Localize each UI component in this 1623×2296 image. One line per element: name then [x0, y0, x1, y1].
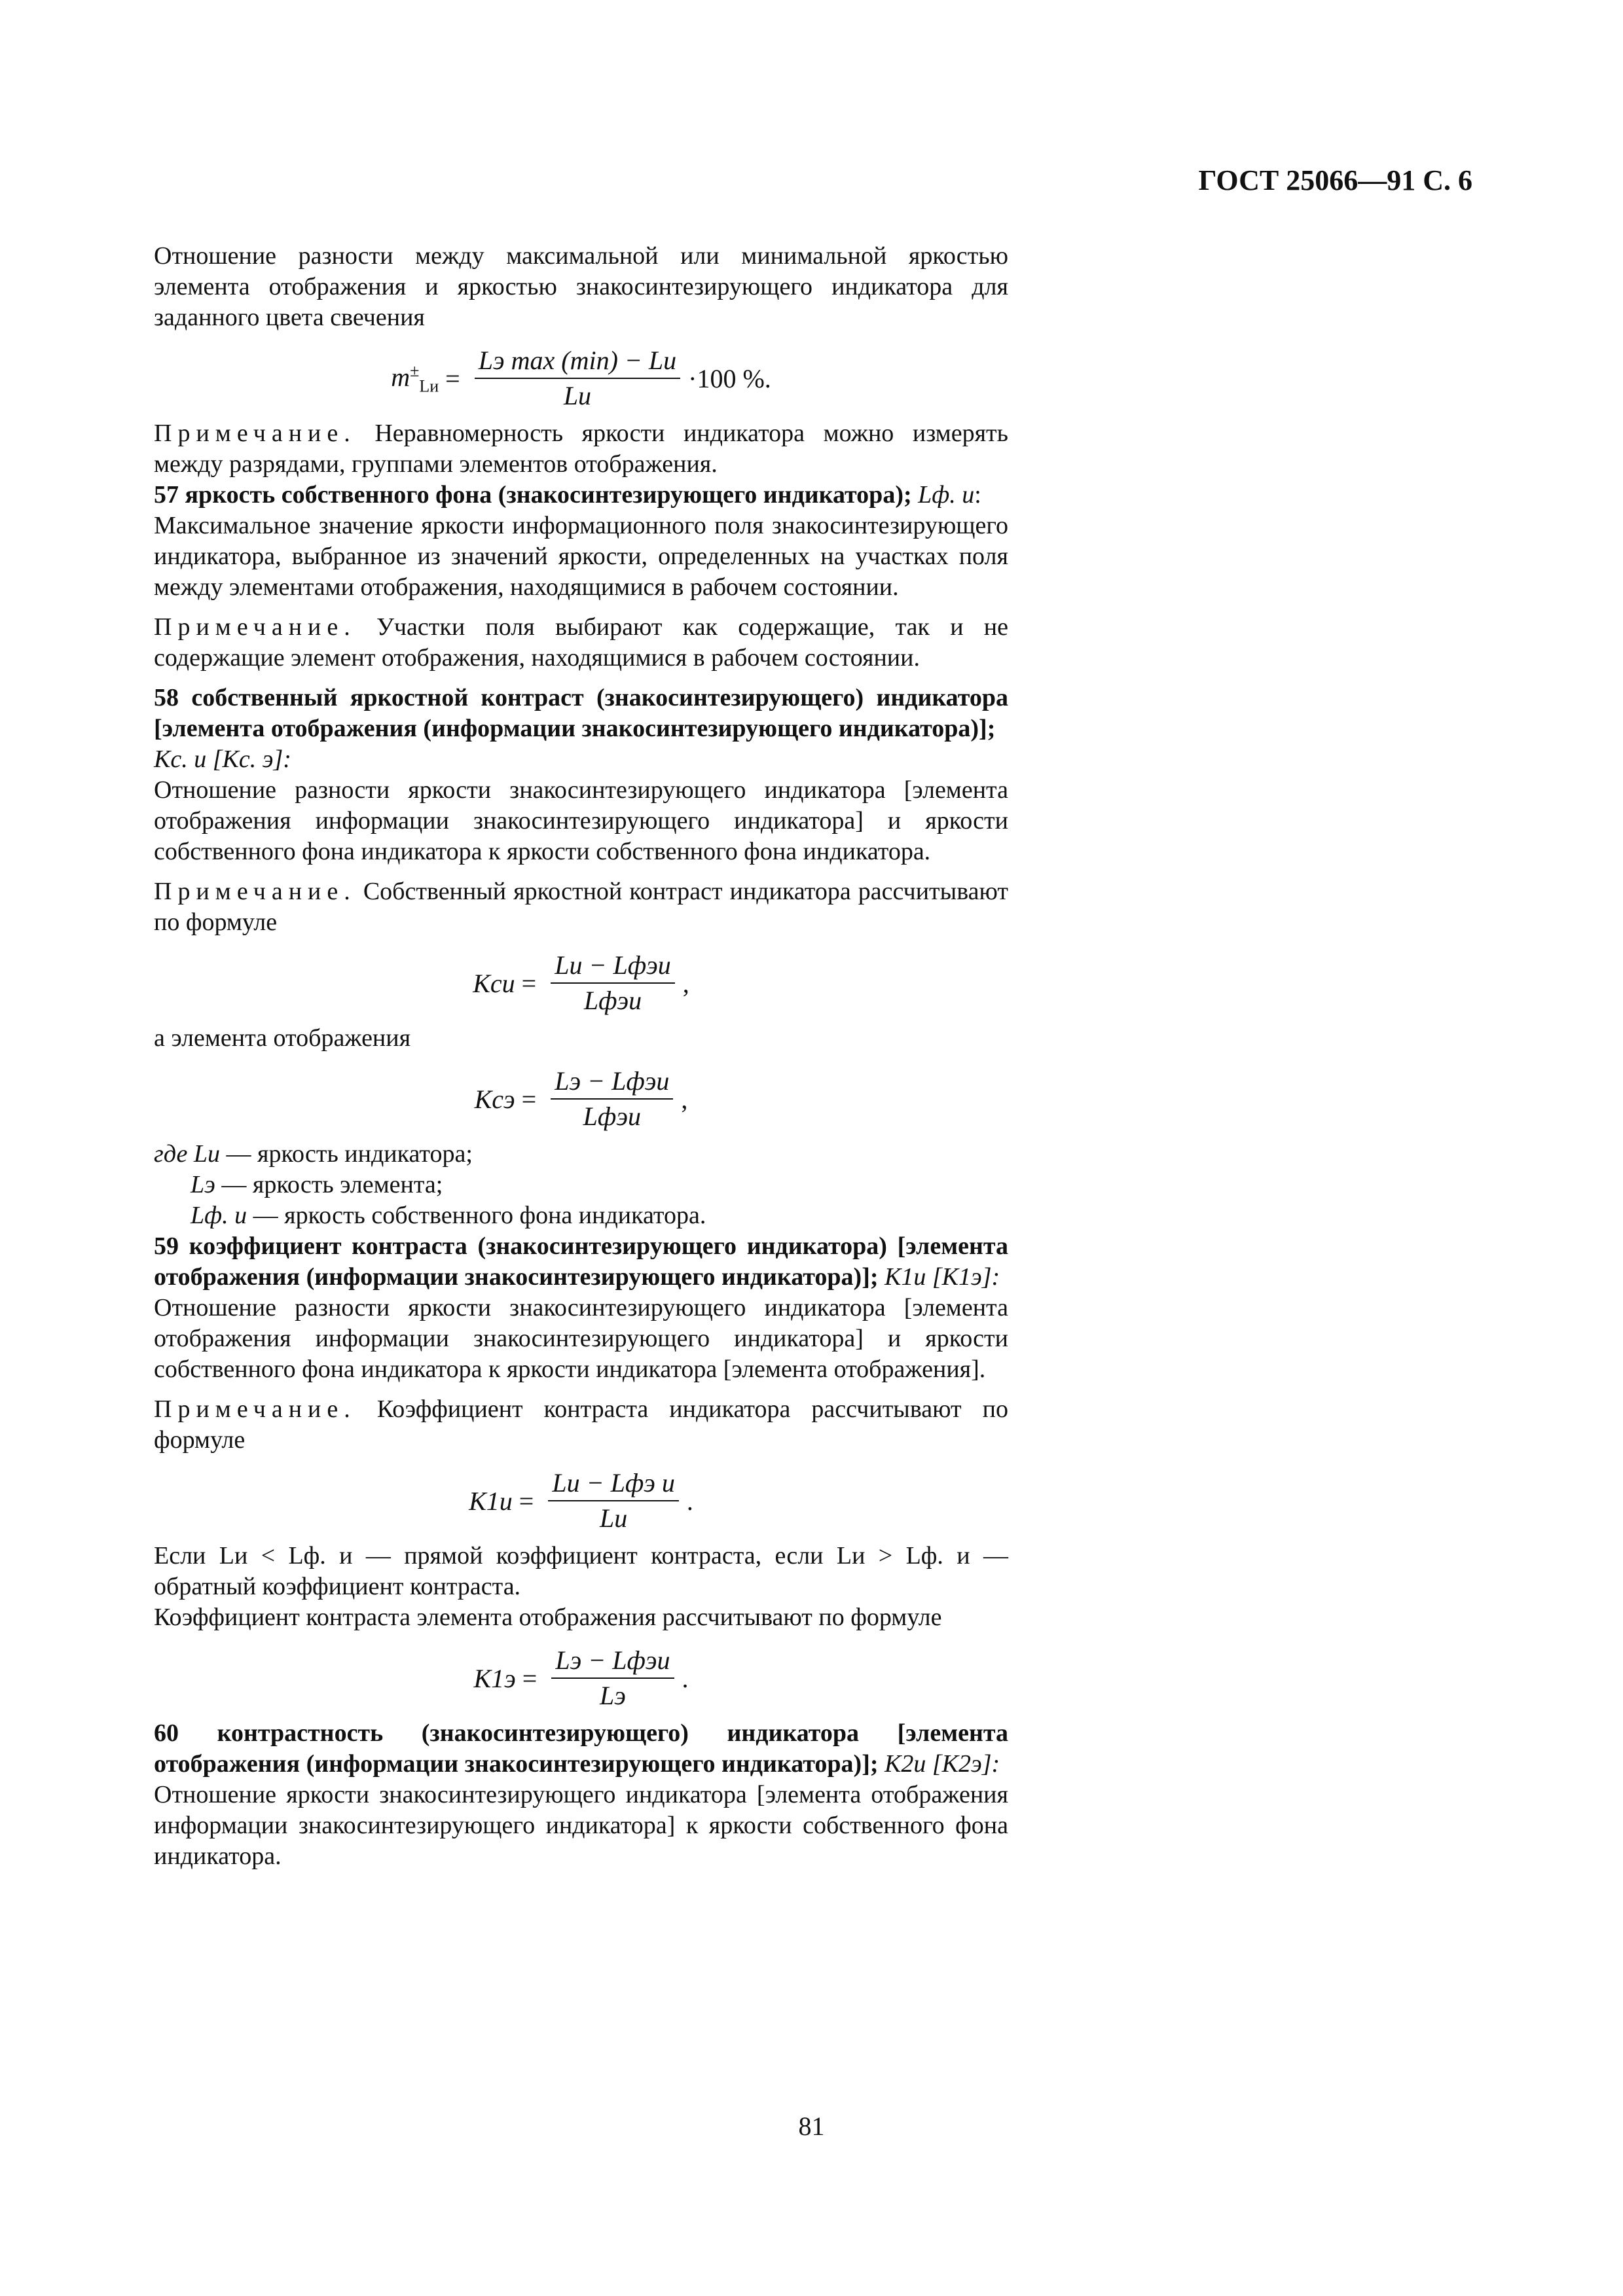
note-2: Примечание. Участки поля выбирают как содержащие, так и не содержащие элемент отображения, находящимися в рабочем состоянии.	[154, 613, 1008, 672]
formula-lhs: $m^\pm_{Lи}$	[391, 361, 439, 396]
element-label: а элемента отображения	[154, 1024, 411, 1052]
ratio-paragraph: Отношение разности между максимальной или минимальной яркостью элемента отображения и яркостью знакосинтезирующего индикатора для заданного цвета свечения	[154, 242, 1008, 331]
term-60: 60 контрастность (знакосинтезирующего) индикатора [элемента отображения (информации знакосинтезирующего индикатора)]; K2и [K2э]:	[154, 1719, 1008, 1778]
formula-numerator: Lэ − Lфэи	[551, 1646, 674, 1679]
term-57: 57 яркость собственного фона (знакосинтезирующего индикатора); Lф. и:	[154, 481, 981, 509]
term-57-definition: Максимальное значение яркости информационного поля знакосинтезирующего индикатора, выбранное из значений яркости, определенных на участках поля между элементами отображения, находящимися в рабочем состоянии.	[154, 512, 1008, 601]
note-label: Примечание.	[154, 420, 356, 447]
formula-ksi: Kси = $\frac{\text{Lи − Lфэи}}{\text{Lфэи}}$ ,	[473, 950, 689, 1015]
where-line: где Lи — яркость индикатора;	[154, 1140, 473, 1168]
formula-tail: ·100 %.	[688, 363, 771, 393]
where-line: Lэ — яркость элемента;	[191, 1171, 443, 1198]
term-58-definition: Отношение разности яркости знакосинтезирующего индикатора [элемента отображения информации знакосинтезирующего индикатора] и яркости собственного фона индикатора к яркости собственного фона индикатора.	[154, 776, 1008, 865]
formula-kse: Kсэ = $\frac{\text{Lэ − Lфэи}}{\text{Lфэи}}$ ,	[474, 1066, 688, 1131]
formula-numerator: Lэ max (min) − Lи	[475, 346, 680, 379]
contrast-condition: Если Lи < Lф. и — прямой коэффициент контраста, если Lи > Lф. и — обратный коэффициент контраста.	[154, 1542, 1008, 1600]
term-58-symbol: Kс. и [Kс. э]:	[154, 745, 291, 773]
formula-nonuniformity: $m^\pm_{Lи}$ = $\frac{\text{Lэ max (min) − Lи}}{Lи}$ ·100 %.	[391, 346, 771, 410]
note-label: Примечание.	[154, 1395, 356, 1423]
formula-denominator: Lи	[600, 1503, 628, 1533]
formula-fraction	[551, 1067, 673, 1131]
term-59: 59 коэффициент контраста (знакосинтезирующего индикатора) [элемента отображения (информации знакосинтезирующего индикатора)]; K1и [K1э]:	[154, 1232, 1008, 1291]
formula-k1i: K1и = $\frac{\text{Lи − Lфэ и}}{Lи}$ .	[469, 1468, 693, 1533]
formula-lhs: Kсэ	[474, 1084, 515, 1114]
formula-numerator: Lи − Lфэ и	[548, 1469, 679, 1501]
formula-fraction	[551, 1646, 674, 1710]
formula-numerator: Lэ − Lфэи	[551, 1067, 673, 1100]
formula-denominator: Lи	[563, 381, 592, 410]
formula-lhs: K1и	[469, 1486, 513, 1516]
page-number: 81	[798, 2111, 825, 2141]
formula-k1e: K1э = $\frac{\text{Lэ − Lфэи}}{Lэ}$ .	[473, 1645, 689, 1710]
note-label: Примечание.	[154, 613, 356, 641]
term-59-definition: Отношение разности яркости знакосинтезирующего индикатора [элемента отображения информации знакосинтезирующего индикатора] и яркости собственного фона индикатора к яркости индикатора [элемента отображения].	[154, 1294, 1008, 1383]
page-header: ГОСТ 25066—91 С. 6	[1198, 164, 1472, 196]
note-4: Примечание. Коэффициент контраста индикатора рассчитывают по формуле	[154, 1395, 1008, 1454]
term-58: 58 собственный яркостной контраст (знакосинтезирующего) индикатора [элемента отображения (информации знакосинтезирующего индикатора)];	[154, 684, 1008, 742]
formula-numerator: Lи − Lфэи	[551, 951, 675, 984]
formula-fraction	[475, 346, 680, 410]
where-line: Lф. и — яркость собственного фона индикатора.	[191, 1202, 706, 1229]
formula-fraction	[548, 1469, 679, 1533]
note-1: Примечание. Неравномерность яркости индикатора можно измерять между разрядами, группами элементов отображения.	[154, 420, 1008, 478]
note-3: Примечание. Собственный яркостной контраст индикатора рассчитывают по формуле	[154, 878, 1008, 936]
contrast-element-text: Коэффициент контраста элемента отображения рассчитывают по формуле	[154, 1604, 942, 1631]
formula-denominator: Lфэи	[583, 986, 642, 1015]
formula-lhs: K1э	[473, 1663, 516, 1693]
formula-fraction	[551, 951, 675, 1015]
formula-denominator: Lэ	[599, 1681, 626, 1710]
formula-denominator: Lфэи	[583, 1102, 641, 1131]
term-60-definition: Отношение яркости знакосинтезирующего индикатора [элемента отображения информации знакосинтезирующего индикатора] к яркости собственного фона индикатора.	[154, 1781, 1008, 1870]
note-label: Примечание.	[154, 878, 356, 905]
document-body	[154, 241, 1008, 1872]
formula-lhs: Kси	[473, 968, 515, 998]
